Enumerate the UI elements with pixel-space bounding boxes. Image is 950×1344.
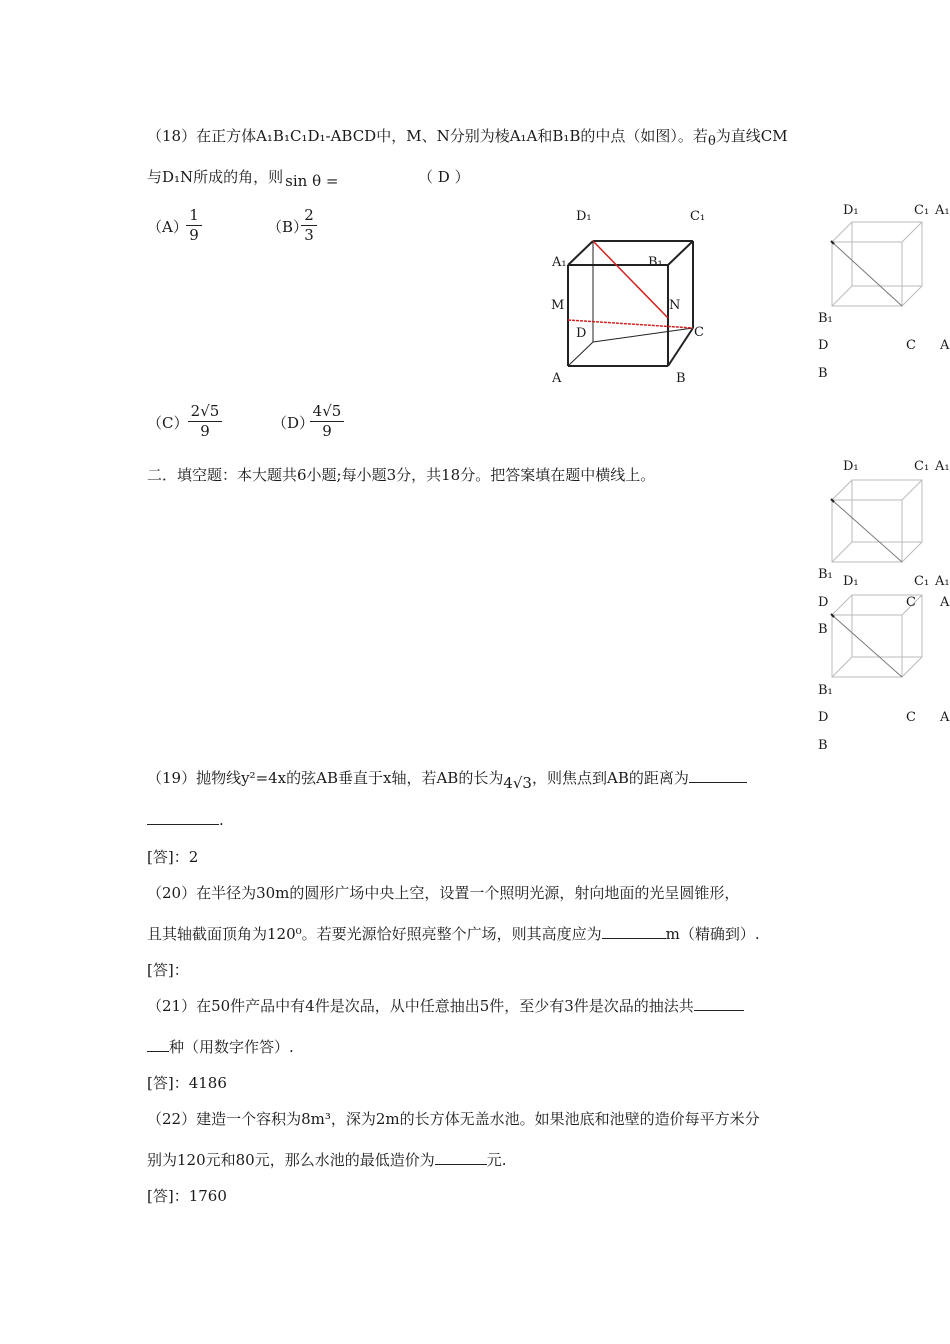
- option-a-num: 1: [189, 206, 199, 224]
- side-cube-1-back: [852, 222, 922, 286]
- label-a: A: [552, 371, 562, 386]
- side-cube-2-e1: [832, 480, 852, 500]
- label-b1: B₁: [648, 255, 663, 270]
- q19-expression: 4√3: [503, 774, 532, 792]
- label-d1: D₁: [576, 209, 592, 224]
- q21-text-2: 种（用数字作答）.: [169, 1038, 294, 1056]
- side3-d1: D₁: [843, 574, 859, 589]
- q21-answer: [答]：4186: [147, 1074, 227, 1092]
- option-b-den: 3: [301, 225, 317, 243]
- side2-c1: C₁: [914, 459, 930, 474]
- side2-a: A: [940, 595, 950, 610]
- option-a-label: （A）: [147, 218, 188, 236]
- side-cube-2-e4: [902, 542, 922, 562]
- side-cube-2: [832, 480, 922, 562]
- q19-answer: [答]：2: [147, 848, 199, 866]
- side1-a: A: [940, 338, 950, 353]
- side-cube-1-e1: [832, 222, 852, 242]
- side1-c: C: [906, 338, 916, 353]
- q21-blank-2[interactable]: [147, 1037, 169, 1052]
- label-c1: C₁: [690, 209, 706, 224]
- q19-text-b: ，则焦点到AB的距离为: [531, 769, 689, 787]
- option-c-num: 2√5: [190, 402, 220, 420]
- side-cube-2-e3: [832, 542, 852, 562]
- q19-line1: [147, 767, 747, 792]
- option-b-num: 2: [304, 206, 314, 224]
- q18-answer: （ D ）: [418, 168, 470, 186]
- q21-text: （21）在50件产品中有4件是次品，从中任意抽出5件，至少有3件是次品的抽法共: [147, 997, 694, 1015]
- option-d-den: 9: [310, 421, 344, 439]
- side1-d1: D₁: [843, 203, 859, 218]
- side-cube-3-e4: [902, 657, 922, 677]
- side-cube-3-e3: [832, 657, 852, 677]
- label-m: M: [551, 298, 565, 313]
- option-d-label: （D）: [272, 414, 315, 432]
- side3-a: A: [940, 710, 950, 725]
- q22-text-b: 元.: [486, 1151, 507, 1169]
- q18-text: （18）在正方体A₁B₁C₁D₁-ABCD中，M、N分别为棱A₁A和B₁B的中点（如图）。若: [147, 127, 708, 145]
- q22-line1: （22）建造一个容积为8m³，深为2m的长方体无盖水池。如果池底和池壁的造价每平方米分: [147, 1110, 760, 1128]
- side2-c: C: [906, 595, 916, 610]
- label-d: D: [576, 326, 587, 341]
- q20-answer: [答]：: [147, 961, 189, 979]
- option-c-den: 9: [188, 421, 222, 439]
- side-cube-1-e4: [902, 286, 922, 306]
- q19-line2: [147, 810, 224, 829]
- side2-a1: A₁: [935, 459, 950, 474]
- q20-blank[interactable]: [602, 924, 666, 939]
- side1-d: D: [818, 338, 829, 353]
- q22-blank[interactable]: [435, 1150, 487, 1165]
- side1-b: B: [818, 366, 828, 381]
- q19-blank-1[interactable]: [689, 768, 747, 783]
- q19-end: .: [219, 811, 224, 829]
- side-cube-1-diag: [832, 242, 902, 306]
- option-b-label: （B）: [267, 218, 309, 236]
- q20-text-a: 且其轴截面顶角为120⁰。若要光源恰好照亮整个广场，则其高度应为: [147, 925, 602, 943]
- side2-b1: B₁: [818, 567, 833, 582]
- q18-text-end: 为直线CM: [715, 127, 788, 145]
- side-cube-3-e1: [832, 595, 852, 615]
- label-c: C: [694, 325, 704, 340]
- side2-d1: D₁: [843, 459, 859, 474]
- theta-symbol: θ: [707, 134, 716, 149]
- side3-a1: A₁: [935, 574, 950, 589]
- side1-c1: C₁: [914, 203, 930, 218]
- side3-b: B: [818, 738, 828, 753]
- q20-line1: （20）在半径为30m的圆形广场中央上空，设置一个照明光源，射向地面的光呈圆锥形，: [147, 884, 740, 902]
- label-a1: A₁: [552, 255, 567, 270]
- side3-c: C: [906, 710, 916, 725]
- side-cube-1: [832, 222, 922, 306]
- side3-d: D: [818, 710, 829, 725]
- side-cube-1-mark: [831, 241, 834, 244]
- q19-text-a: （19）抛物线y²=4x的弦AB垂直于x轴，若AB的长为: [147, 769, 504, 787]
- q21-line2: [147, 1036, 294, 1057]
- side2-d: D: [818, 595, 829, 610]
- sin-expression: sin θ =: [285, 172, 339, 190]
- q20-line2: [147, 923, 760, 944]
- q22-answer: [答]：1760: [147, 1187, 227, 1205]
- q20-text-b: m（精确到）.: [665, 925, 760, 943]
- side1-a1: A₁: [935, 203, 950, 218]
- q21-blank-1[interactable]: [694, 996, 744, 1011]
- option-a-den: 9: [186, 225, 202, 243]
- side3-c1: C₁: [914, 574, 930, 589]
- q18-line2-text: 与D₁N所成的角，则: [147, 168, 284, 186]
- side-cube-3-mark: [831, 614, 834, 617]
- q21-line1: [147, 995, 744, 1016]
- q22-text-a: 别为120元和80元，那么水池的最低造价为: [147, 1151, 435, 1169]
- side-cube-2-diag: [832, 500, 902, 562]
- label-n: N: [669, 298, 681, 313]
- side-cube-2-mark: [831, 499, 834, 502]
- side-cube-3-diag: [832, 615, 902, 677]
- option-d-num: 4√5: [312, 402, 342, 420]
- q22-line2: [147, 1149, 507, 1170]
- side-cube-1-e3: [832, 286, 852, 306]
- side-cube-1-e2: [902, 222, 922, 242]
- side1-b1: B₁: [818, 311, 833, 326]
- q19-blank-2[interactable]: [147, 810, 219, 825]
- label-b: B: [676, 371, 686, 386]
- side2-b: B: [818, 622, 828, 637]
- side3-b1: B₁: [818, 683, 833, 698]
- option-c-label: （C）: [147, 414, 189, 432]
- side-cube-2-back: [852, 480, 922, 542]
- side-cube-2-e2: [902, 480, 922, 500]
- section-2-heading: 二．填空题：本大题共6小题;每小题3分，共18分。把答案填在题中横线上。: [147, 466, 656, 484]
